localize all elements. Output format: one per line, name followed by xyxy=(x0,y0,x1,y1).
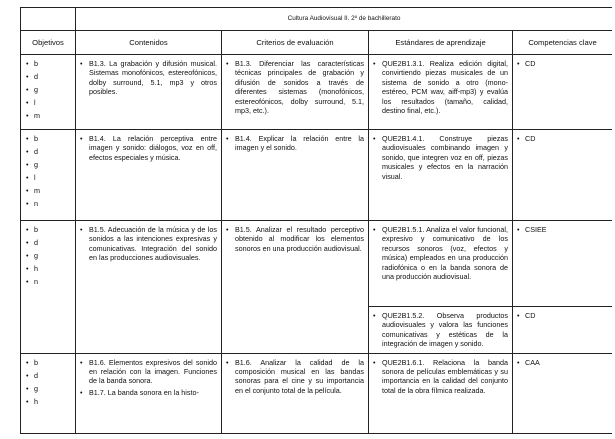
objetivo-item: • n xyxy=(26,277,75,290)
estandares-cell xyxy=(369,307,513,354)
contenido-item: • B1.4. La relación perceptiva entre imagen y sonido: diálogos, voz en off, efectos especiales y música. xyxy=(80,134,217,162)
objetivo-item: • b xyxy=(26,358,75,371)
contenidos-cell xyxy=(76,353,222,433)
criterios-cell xyxy=(222,130,369,221)
objetivo-item: • g xyxy=(26,384,75,397)
title-corner-cell xyxy=(21,8,76,31)
objetivos-cell xyxy=(21,130,76,221)
header-criterios: Criterios de evaluación xyxy=(222,31,369,55)
table-row xyxy=(21,130,613,221)
objetivo-item: • d xyxy=(26,238,75,251)
contenido-item: • B1.6. Elementos expresivos del sonido en relación con la imagen. Funciones de la banda sonora. xyxy=(80,358,217,386)
header-objetivos: Objetivos xyxy=(21,31,76,55)
curriculum-page xyxy=(20,7,612,439)
competencias-cell xyxy=(513,353,613,433)
objetivo-item: • g xyxy=(26,251,75,264)
objetivo-item: • b xyxy=(26,225,75,238)
competencias-cell xyxy=(513,307,613,354)
objetivo-item: • n xyxy=(26,199,75,212)
estandares-cell xyxy=(369,221,513,307)
objetivo-item: • d xyxy=(26,147,75,160)
table-row xyxy=(21,353,613,433)
header-competencias: Competencias clave xyxy=(513,31,613,55)
objetivo-item: • l xyxy=(26,98,75,111)
criterio-item: • B1.6. Analizar la calidad de la composición musical en las bandas sonoras para el cine y su importancia en el conjunto total de la película. xyxy=(226,358,364,396)
competencia-item: • CD xyxy=(517,311,608,320)
estandares-cell xyxy=(369,55,513,130)
criterios-cell xyxy=(222,353,369,433)
competencias-cell xyxy=(513,130,613,221)
contenidos-cell xyxy=(76,55,222,130)
criterios-cell xyxy=(222,55,369,130)
estandares-cell xyxy=(369,353,513,433)
objetivos-cell xyxy=(21,55,76,130)
competencias-cell xyxy=(513,55,613,130)
criterio-item: • B1.4. Explicar la relación entre la imagen y el sonido. xyxy=(226,134,364,153)
objetivo-item: • m xyxy=(26,186,75,199)
contenidos-cell xyxy=(76,221,222,354)
header-estandares: Estándares de aprendizaje xyxy=(369,31,513,55)
estandar-item: • QUE2B1.3.1. Realiza edición digital, convirtiendo piezas musicales de un sistema de sonido a otro (mono-estéreo, PCM wav, aiff-mp3) y evalúa los resultados (tamaño, calidad, destino final, etc.). xyxy=(373,59,508,115)
contenidos-cell xyxy=(76,130,222,221)
competencia-item: • CSIEE xyxy=(517,225,608,234)
estandares-cell xyxy=(369,130,513,221)
contenido-item: • B1.5. Adecuación de la música y de los sonidos a las intenciones expresivas y comunicativas. Integración del sonido en las producciones audiovisuales. xyxy=(80,225,217,263)
objetivo-item: • g xyxy=(26,85,75,98)
contenido-item: • B1.3. La grabación y difusión musical. Sistemas monofónicos, estereofónicos, dolby surround, 5.1, mp3 y otros posibles. xyxy=(80,59,217,97)
objetivos-cell xyxy=(21,221,76,354)
competencias-cell xyxy=(513,221,613,307)
objetivo-item: • b xyxy=(26,134,75,147)
objetivo-item: • h xyxy=(26,397,75,410)
objetivo-item: • m xyxy=(26,111,75,124)
competencia-item: • CD xyxy=(517,59,608,68)
objetivo-item: • b xyxy=(26,59,75,72)
contenido-item: • B1.7. La banda sonora en la histo- xyxy=(80,388,217,397)
objetivos-cell xyxy=(21,353,76,433)
estandar-item: • QUE2B1.4.1. Construye piezas audiovisuales combinando imagen y sonido, que integren voz en off, piezas musicales y efectos en la narración visual. xyxy=(373,134,508,181)
curriculum-table xyxy=(20,7,612,434)
objetivo-item: • h xyxy=(26,264,75,277)
estandar-item: • QUE2B1.5.1. Analiza el valor funcional, expresivo y comunicativo de los recursos sonoros (voz, efectos y música) empleados en una producción radiofónica o en la banda sonora de una producción audiovisual. xyxy=(373,225,508,281)
header-row xyxy=(21,31,613,55)
table-row xyxy=(21,55,613,130)
objetivo-item: • l xyxy=(26,173,75,186)
title-row xyxy=(21,8,613,31)
criterios-cell xyxy=(222,221,369,354)
competencia-item: • CD xyxy=(517,134,608,143)
estandar-item: • QUE2B1.6.1. Relaciona la banda sonora de películas emblemáticas y su importancia en la calidad del conjunto total de la obra fílmica realizada. xyxy=(373,358,508,396)
objetivo-item: • g xyxy=(26,160,75,173)
table-row xyxy=(21,221,613,307)
objetivo-item: • d xyxy=(26,371,75,384)
table-title: Cultura Audiovisual II. 2º de bachillerato xyxy=(76,8,613,31)
competencia-item: • CAA xyxy=(517,358,608,367)
estandar-item: • QUE2B1.5.2. Observa productos audiovisuales y valora las funciones comunicativas y estéticas de la integración de imagen y sonido. xyxy=(373,311,508,349)
objetivo-item: • d xyxy=(26,72,75,85)
criterio-item: • B1.3. Diferenciar las características técnicas principales de grabación y difusión de sonidos a través de diferentes sistemas (monofónicos, estereofónicos, dolby surround, 5.1, mp3, etc.). xyxy=(226,59,364,115)
header-contenidos: Contenidos xyxy=(76,31,222,55)
criterio-item: • B1.5. Analizar el resultado perceptivo obtenido al modificar los elementos sonoros en una producción audiovisual. xyxy=(226,225,364,253)
